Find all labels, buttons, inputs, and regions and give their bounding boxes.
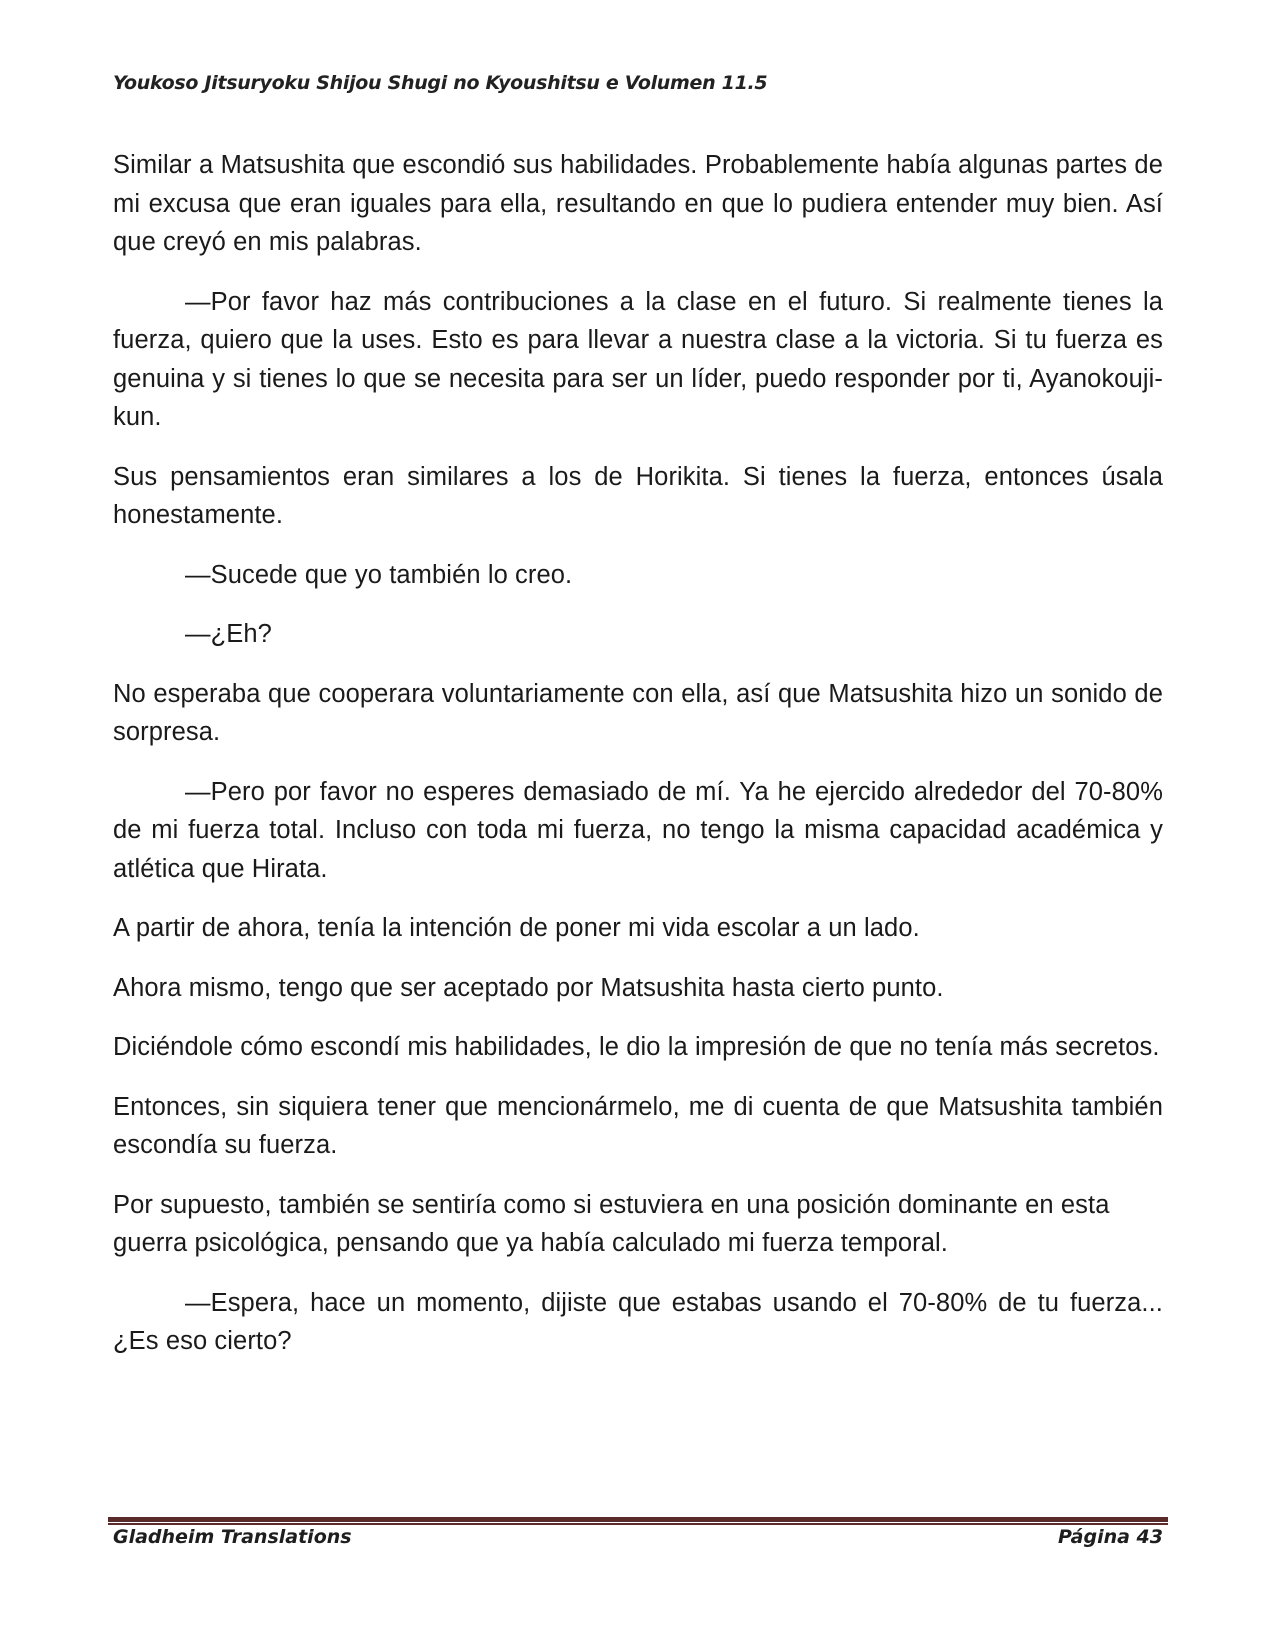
paragraph-narration: Sus pensamientos eran similares a los de Horikita. Si tienes la fuerza, entonces úsala honestamente. — [113, 462, 1163, 529]
paragraph-narration: No esperaba que cooperara voluntariamente con ella, así que Matsushita hizo un sonido de sorpresa. — [113, 679, 1163, 746]
page-header-title: Youkoso Jitsuryoku Shijou Shugi no Kyoushitsu e Volumen 11.5 — [113, 72, 768, 94]
paragraph-narration: Similar a Matsushita que escondió sus habilidades. Probablemente había algunas partes de mi excusa que eran iguales para ella, resultando en que lo pudiera entender muy bien. Así que creyó en mis palabras. — [113, 151, 1163, 256]
footer-translator-credit: Gladheim Translations — [113, 1526, 352, 1548]
body-text — [113, 146, 1163, 1382]
footer-divider-thick-line — [108, 1517, 1168, 1522]
paragraph-narration: A partir de ahora, tenía la intención de poner mi vida escolar a un lado. — [113, 914, 920, 942]
paragraph-dialogue: —Espera, hace un momento, dijiste que estabas usando el 70-80% de tu fuerza... ¿Es eso cierto? — [113, 1288, 1163, 1355]
footer-divider — [108, 1517, 1168, 1525]
paragraph-narration: Diciéndole cómo escondí mis habilidades, le dio la impresión de que no tenía más secretos. — [113, 1033, 1160, 1061]
paragraph-narration: Por supuesto, también se sentiría como si estuviera en una posición dominante en esta guerra psicológica, pensando que ya había calculado mi fuerza temporal. — [113, 1190, 1110, 1257]
paragraph-dialogue: —Sucede que yo también lo creo. — [185, 560, 573, 589]
paragraph-narration: Entonces, sin siquiera tener que mencionármelo, me di cuenta de que Matsushita también escondía su fuerza. — [113, 1092, 1163, 1159]
paragraph-dialogue: —Pero por favor no esperes demasiado de mí. Ya he ejercido alrededor del 70-80% de mi fuerza total. Incluso con toda mi fuerza, no tengo la misma capacidad académica y atlética que Hirata. — [113, 777, 1163, 883]
footer-divider-thin-line — [108, 1523, 1168, 1525]
footer-page-number: Página 43 — [1057, 1526, 1163, 1548]
paragraph-dialogue: —¿Eh? — [185, 620, 272, 648]
paragraph-dialogue: —Por favor haz más contribuciones a la clase en el futuro. Si realmente tienes la fuerza, quiero que la uses. Esto es para llevar a nuestra clase a la victoria. Si tu fuerza es genuina y si tienes lo que se necesita para ser un líder, puedo responder por ti, Ayanokouji-kun. — [113, 287, 1163, 431]
paragraph-narration: Ahora mismo, tengo que ser aceptado por Matsushita hasta cierto punto. — [113, 973, 944, 1002]
